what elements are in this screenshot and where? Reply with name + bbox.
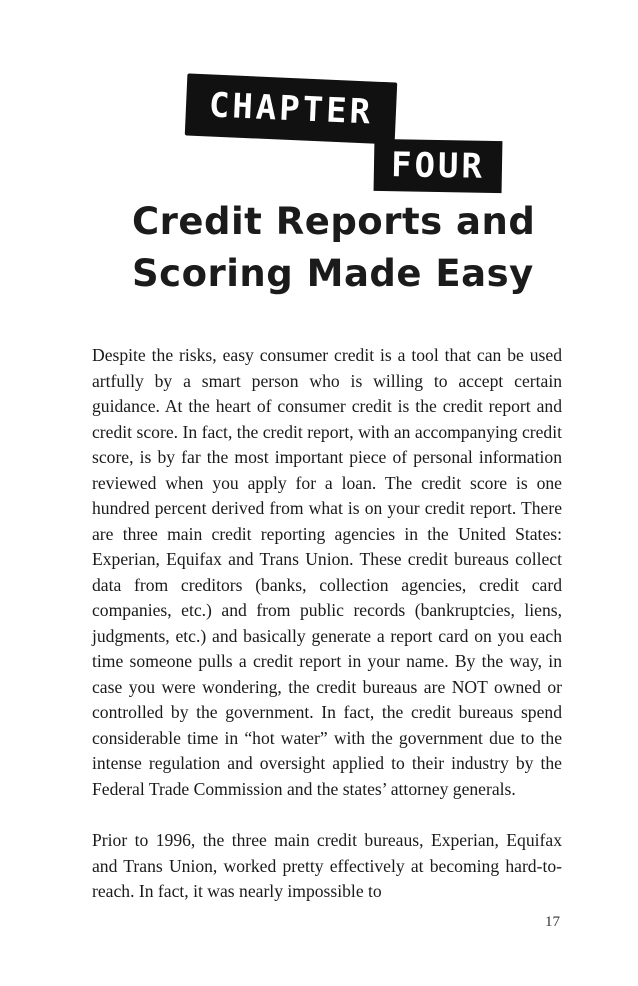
chapter-number: FOUR <box>390 145 486 187</box>
chapter-title-line-2: Scoring Made Easy <box>132 252 534 295</box>
chapter-label: CHAPTER <box>208 85 374 133</box>
chapter-title <box>132 196 552 300</box>
paragraph-1: Despite the risks, easy consumer credit is a tool that can be used artfully by a smart person who is willing to accept certain guidance. At the heart of consumer credit is the credit report and credit score. In fact, the credit report, with an accompanying credit score, is by far the most important piece of personal information reviewed when you apply for a loan. The credit score is one hundred percent derived from what is on your credit report. There are three main credit reporting agencies in the United States: Experian, Equifax and Trans Union. These credit bureaus collect data from creditors (banks, collection agencies, credit card companies, etc.) and from public records (bankruptcies, liens, judgments, etc.) and basically generate a report card on you each time someone pulls a credit report in your name. By the way, in case you were wondering, the credit bureaus are NOT owned or controlled by the government. In fact, the credit bureaus spend considerable time in “hot water” with the government due to the intense regulation and oversight applied to their industry by the Federal Trade Commission and the states’ attorney generals. <box>92 345 562 799</box>
paragraph-2: Prior to 1996, the three main credit bureaus, Experian, Equifax and Trans Union, worked pretty effectively at becoming hard-to-reach. In fact, it was nearly impossible to <box>92 830 562 901</box>
chapter-stamp <box>185 73 398 144</box>
body-text <box>92 343 562 931</box>
page-number: 17 <box>545 914 560 930</box>
chapter-number-stamp <box>374 139 503 193</box>
chapter-title-line-1: Credit Reports and <box>132 200 536 243</box>
